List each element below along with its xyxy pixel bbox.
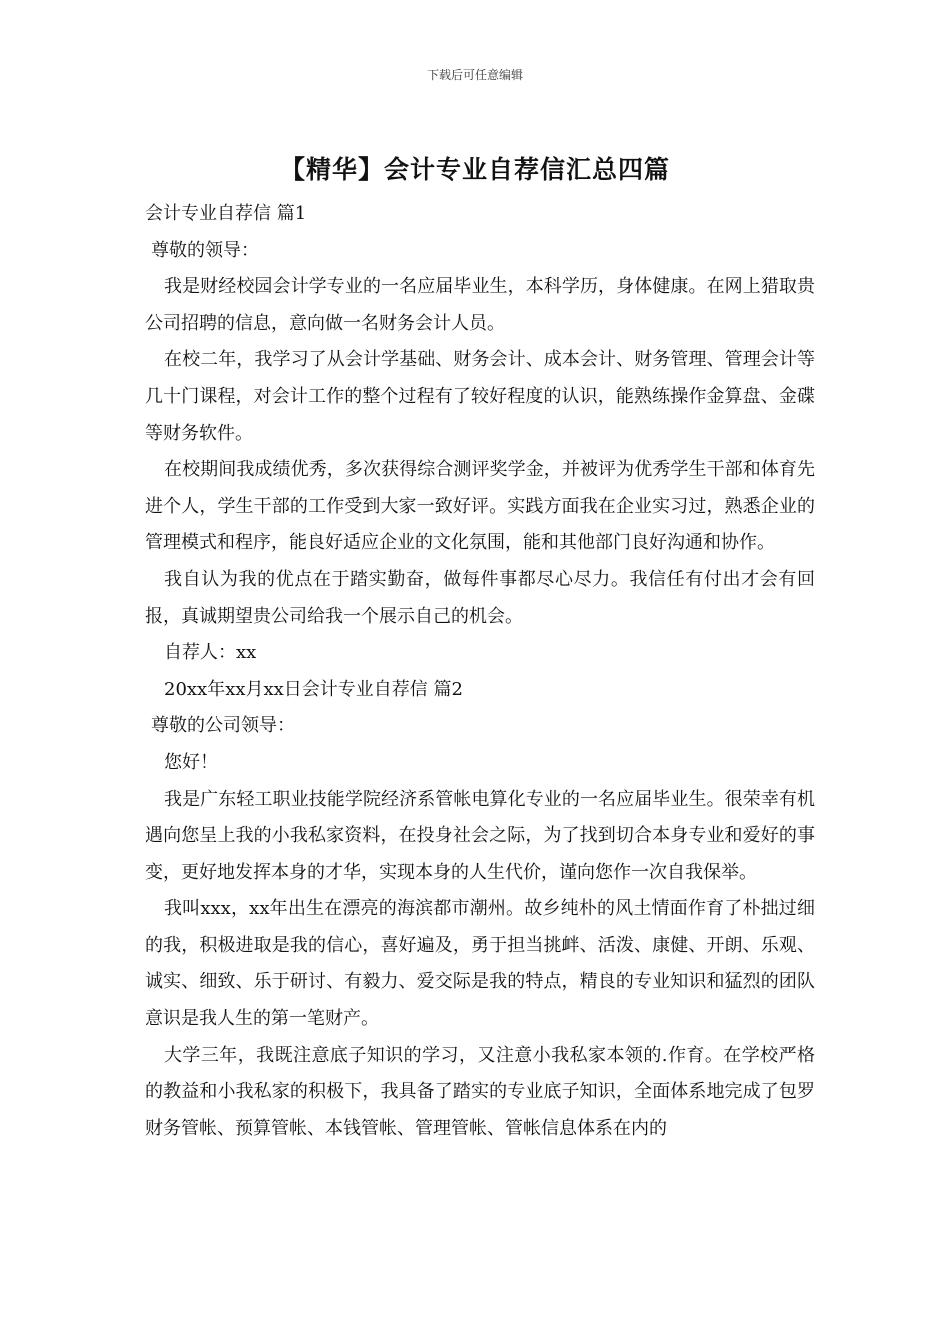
paragraph: 20xx年xx月xx日会计专业自荐信 篇2: [164, 678, 463, 700]
paragraph: 会计专业自荐信 篇1: [145, 203, 307, 224]
paragraph: 您好！: [164, 751, 218, 773]
paragraph: 我叫xxx，xx年出生在漂亮的海滨都市潮州。故乡纯朴的风土情面作育了朴拙过细的我，积极进取是我的信心，喜好遍及，勇于担当挑衅、活泼、康健、开朗、乐观、诚实、细致、乐于研讨、有毅力、爱交际是我的特点，精良的专业知识和猛烈的团队意识是我人生的第一笔财产。: [145, 898, 815, 1030]
document-body: [145, 196, 815, 1147]
header-note: 下载后可任意编辑: [426, 68, 523, 82]
paragraph: 我自认为我的优点在于踏实勤奋，做每件事都尽心尽力。我信任有付出才会有回报，真诚期望贵公司给我一个展示自己的机会。: [145, 568, 815, 627]
paragraph: 在校二年，我学习了从会计学基础、财务会计、成本会计、财务管理、管理会计等几十门课程，对会计工作的整个过程有了较好程度的认识，能熟练操作金算盘、金碟等财务软件。: [145, 349, 815, 444]
paragraph: 自荐人：xx: [164, 642, 257, 664]
paragraph: 尊敬的公司领导：: [151, 715, 295, 737]
paragraph: 我是财经校园会计学专业的一名应届毕业生，本科学历，身体健康。在网上猎取贵公司招聘的信息，意向做一名财务会计人员。: [145, 276, 815, 334]
paragraph: 尊敬的领导：: [151, 239, 259, 261]
paragraph: 我是广东轻工职业技能学院经济系管帐电算化专业的一名应届毕业生。很荣幸有机遇向您呈上我的小我私家资料，在投身社会之际，为了找到切合本身专业和爱好的事变，更好地发挥本身的才华，实现本身的人生代价，谨向您作一次自我保举。: [145, 788, 815, 883]
paragraph: 大学三年，我既注意底子知识的学习，又注意小我私家本领的.作育。在学校严格的教益和小我私家的积极下，我具备了踏实的专业底子知识，全面体系地完成了包罗财务管帐、预算管帐、本钱管帐、管理管帐、管帐信息体系在内的: [145, 1044, 815, 1139]
document-title: 【精华】会计专业自荐信汇总四篇: [279, 155, 670, 184]
paragraph: 在校期间我成绩优秀，多次获得综合测评奖学金，并被评为优秀学生干部和体育先进个人，学生干部的工作受到大家一致好评。实践方面我在企业实习过，熟悉企业的管理模式和程序，能良好适应企业的文化氛围，能和其他部门良好沟通和协作。: [145, 459, 815, 554]
